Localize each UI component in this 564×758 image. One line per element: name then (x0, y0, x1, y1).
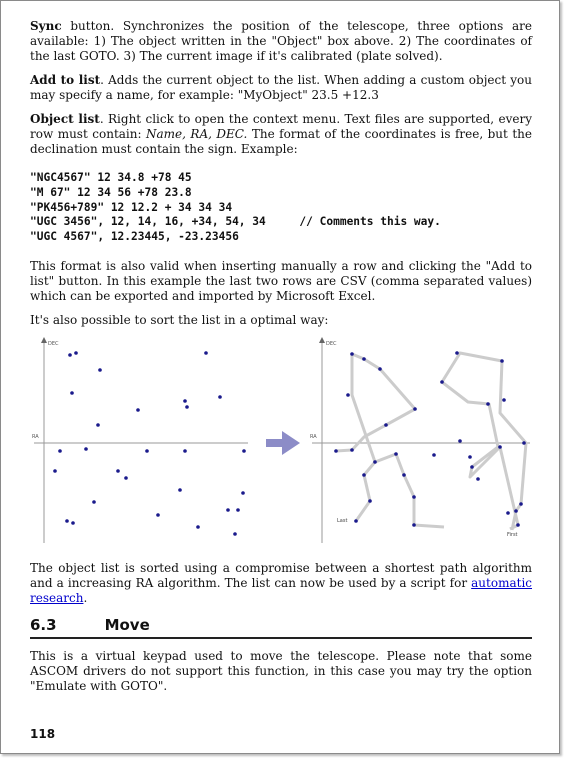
sorted-point (498, 445, 502, 449)
unsorted-point (145, 449, 149, 453)
left-ra-label: RA (32, 433, 39, 440)
unsorted-point (185, 405, 189, 409)
sync-term: Sync (30, 19, 62, 33)
sorted-point (470, 465, 474, 469)
sorted-point (350, 352, 354, 356)
unsorted-point (156, 513, 160, 517)
add-to-list-paragraph (30, 73, 532, 103)
unsorted-point (124, 476, 128, 480)
sort-note: It's also possible to sort the list in a optimal way: (30, 312, 329, 327)
unsorted-point (233, 532, 237, 536)
unsorted-point (242, 449, 246, 453)
left-dec-label: DEC (48, 340, 59, 347)
unsorted-point (204, 351, 208, 355)
sorted-point (458, 439, 462, 443)
sorted-path-segment (336, 354, 415, 462)
unsorted-point (53, 469, 57, 473)
sorted-point (468, 455, 472, 459)
sorted-point (486, 402, 490, 406)
sorted-point (384, 423, 388, 427)
sorted-point (455, 351, 459, 355)
sorted-note (30, 561, 532, 606)
arrow-shaft (266, 439, 282, 447)
move-paragraph: This is a virtual keypad used to move the telescope. Please note that some ASCOM drivers do not support this function, in this case you may try the option "Emulate with GOTO". (30, 648, 532, 693)
unsorted-point (218, 395, 222, 399)
transform-arrow (266, 431, 300, 455)
unsorted-point (68, 353, 72, 357)
unsorted-point (196, 525, 200, 529)
code-example (30, 171, 532, 245)
sorted-point (432, 453, 436, 457)
sorted-point (502, 398, 506, 402)
unsorted-point (92, 500, 96, 504)
sorted-point (412, 495, 416, 499)
sync-paragraph (30, 19, 532, 64)
sorted-note-b: . (83, 590, 88, 605)
unsorted-point (58, 449, 62, 453)
unsorted-point (241, 491, 245, 495)
unsorted-point (71, 521, 75, 525)
sync-text: button. Synchronizes the position of the telescope, three options are available: 1) The object written in the "Object" box above. 2) The coordinates of the last GOTO. 3) The current image if it's calibrated (plate solved). (30, 19, 532, 63)
sorted-point (394, 452, 398, 456)
sorting-diagram (30, 337, 532, 547)
sorted-note-a: The object list is sorted using a compromise between a shortest path algorithm and a increasing RA algorithm. The list can now be used by a script for (30, 560, 532, 590)
unsorted-point (70, 391, 74, 395)
unsorted-point (98, 368, 102, 372)
sorted-path-segment (356, 454, 444, 527)
unsorted-point (116, 469, 120, 473)
code-line: "NGC4567" 12 34.8 +78 45 (30, 171, 192, 184)
sorted-point (354, 519, 358, 523)
sorted-point (413, 407, 417, 411)
code-line: "UGC 3456", 12, 14, 16, +34, 54, 34 // Comments this way. (30, 215, 441, 229)
arrow-head (282, 431, 300, 455)
sorted-point (506, 511, 510, 515)
sorted-point (350, 448, 354, 452)
sorted-point (514, 509, 518, 513)
section-title: Move (104, 615, 150, 634)
unsorted-point (178, 488, 182, 492)
sorting-figure (30, 337, 532, 547)
unsorted-point (136, 408, 140, 412)
sorted-path (442, 353, 526, 530)
section-number: 6.3 (30, 615, 57, 634)
code-line: "M 67" 12 34 56 +78 23.8 (30, 185, 192, 199)
right-ra-label: RA (310, 433, 317, 440)
add-term: Add to list (30, 73, 101, 87)
unsorted-point (183, 399, 187, 403)
sorted-point (522, 441, 526, 445)
objlist-text-2: The format of the coordinates is free, but the declination must contain the sign. Example: (30, 127, 532, 156)
last-label: Last (337, 517, 348, 524)
unsorted-point (236, 508, 240, 512)
code-line: "UGC 4567", 12.23445, -23.23456 (30, 230, 239, 244)
section-heading (30, 616, 532, 639)
unsorted-point (84, 447, 88, 451)
sorted-point (516, 523, 520, 527)
format-note: This format is also valid when inserting manually a row and clicking the "Add to list" button. In this example the last two rows are CSV (comma separated values) which can be exported and imported by Microsoft Excel. (30, 258, 532, 303)
automatic-research-link[interactable]: automatic research (30, 575, 532, 605)
sorted-point (362, 473, 366, 477)
sorted-point (362, 357, 366, 361)
sorted-point (378, 367, 382, 371)
sorted-point (412, 523, 416, 527)
unsorted-point (74, 351, 78, 355)
sorted-point (519, 502, 523, 506)
code-line: "PK456+789" 12 12.2 + 34 34 34 (30, 200, 233, 214)
sorted-point (373, 460, 377, 464)
objlist-text-1: . Right click to open the context menu. Text files are supported, every row must contain: (30, 112, 532, 141)
right-dec-label: DEC (326, 340, 337, 347)
sorted-point (346, 393, 350, 397)
unsorted-point (226, 508, 230, 512)
first-label: First (507, 531, 518, 538)
unsorted-point (96, 423, 100, 427)
sorted-point (500, 359, 504, 363)
right-dec-arrow (319, 337, 325, 343)
objlist-format: Name, RA, DEC. (146, 127, 248, 141)
sorted-point (334, 449, 338, 453)
unsorted-point (65, 519, 69, 523)
objlist-term: Object list (30, 112, 100, 126)
page-number: 118 (30, 727, 56, 741)
unsorted-point (183, 449, 187, 453)
object-list-paragraph (30, 112, 532, 157)
sorted-point (402, 473, 406, 477)
left-dec-arrow (41, 337, 47, 343)
sorted-point (368, 499, 372, 503)
sorted-point (440, 380, 444, 384)
sorted-point (476, 477, 480, 481)
page-content (30, 19, 532, 703)
add-text: . Adds the current object to the list. When adding a custom object you may specify a name, for example: "MyObject" 23.5 +12.3 (30, 73, 532, 102)
